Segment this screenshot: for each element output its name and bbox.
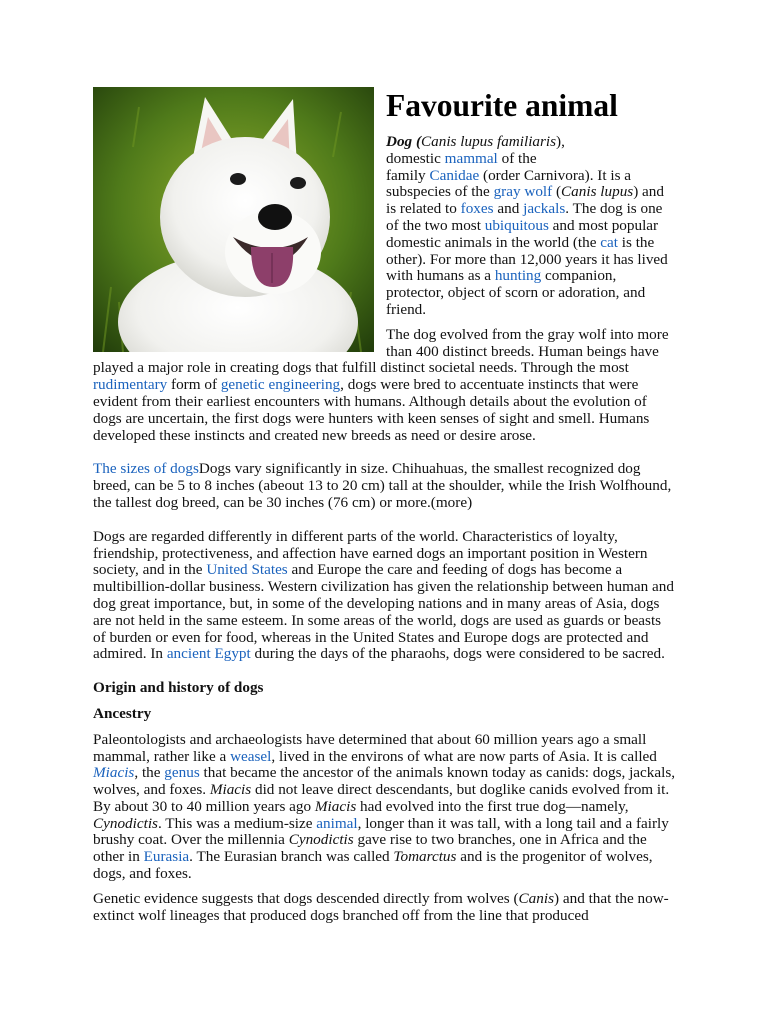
link-miacis[interactable]: Miacis bbox=[93, 764, 135, 782]
link-jackals[interactable]: jackals bbox=[523, 200, 566, 218]
regard-paragraph: Dogs are regarded differently in different parts of the world. Characteristics of loyalty, friendship, protectiveness, and affection have earned dogs an important position in Western society, and in the United States and Europe the care and feeding of dogs has become a multibillion-dollar business. Western civilization has given the relationship between human and dog great importance, but, in some of the developing nations and in many areas of Asia, dogs are not held in the same esteem. In some areas of the world, dogs are used as guards or beasts of burden or even for food, whereas in the United States and Europe dogs are protected and admired. In ancient Egypt during the days of the pharaohs, dogs were considered to be sacred. bbox=[93, 527, 674, 663]
evolution-paragraph: The dog evolved from the gray wolf into more than 400 distinct breeds. Human beings have played a major role in creating dogs that fulfill distinct societal needs. Through the most rudimentary form of genetic engineering, dogs were bred to accentuate instincts that were evident from their earliest encounters with humans. Although details about the evolution of dogs are uncertain, the first dogs were hunters with keen senses of sight and smell. Humans developed these instincts and created new breeds as need or desire arose. bbox=[93, 325, 669, 444]
link-gray-wolf[interactable]: gray wolf bbox=[493, 183, 553, 201]
heading-origin: Origin and history of dogs bbox=[93, 679, 264, 697]
link-cat[interactable]: cat bbox=[600, 233, 618, 251]
link-sizes-of-dogs[interactable]: The sizes of dogs bbox=[93, 460, 199, 478]
link-genus[interactable]: genus bbox=[164, 764, 200, 782]
link-weasel[interactable]: weasel bbox=[230, 747, 272, 765]
link-genetic-engineering[interactable]: genetic engineering bbox=[220, 376, 341, 394]
intro-paragraph: Dog (Canis lupus familiaris), domestic mammal of the family Canidae (order Carnivora). It is a subspecies of the gray wolf (Canis lupus) and is related to foxes and jackals. The dog is one of the two most ubiquitous and most popular domestic animals in the world (the cat is the other). For more than 12,000 years it has lived with humans as a hunting companion, protector, object of scorn or adoration, and friend. bbox=[386, 133, 668, 318]
dog-photo bbox=[93, 87, 374, 352]
page-title: Favourite animal bbox=[386, 88, 618, 123]
link-foxes[interactable]: foxes bbox=[460, 200, 494, 218]
ancestry-paragraph: Paleontologists and archaeologists have determined that about 60 million years ago a small mammal, rather like a weasel, lived in the environs of what are now parts of Asia. It is called Miacis, the genus that became the ancestor of the animals known today as canids: dogs, jackals, wolves, and foxes. Miacis did not leave direct descendants, but doglike canids evolved from it. By about 30 to 40 million years ago Miacis had evolved into the first true dog—namely, Cynodictis. This was a medium-size animal, longer than it was tall, with a long tail and a fairly brushy coat. Over the millennia Cynodictis gave rise to two branches, one in Africa and the other in Eurasia. The Eurasian branch was called Tomarctus and is the progenitor of wolves, dogs, and foxes. bbox=[93, 730, 676, 883]
link-eurasia[interactable]: Eurasia bbox=[143, 848, 190, 866]
sizes-paragraph: The sizes of dogsDogs vary significantly in size. Chihuahuas, the smallest recognized dog breed, can be 5 to 8 inches (abeout 13 to 20 cm) tall at the shoulder, while the Irish Wolfhound, the tallest dog breed, can be 30 inches (76 cm) or more.(more) bbox=[93, 460, 672, 511]
link-animal[interactable]: animal bbox=[316, 814, 358, 832]
article bbox=[93, 87, 677, 932]
heading-ancestry: Ancestry bbox=[93, 704, 152, 722]
link-ancient-egypt[interactable]: ancient Egypt bbox=[166, 645, 251, 663]
link-rudimentary[interactable]: rudimentary bbox=[93, 376, 168, 394]
link-ubiquitous[interactable]: ubiquitous bbox=[484, 216, 549, 234]
genetic-paragraph: Genetic evidence suggests that dogs descended directly from wolves (Canis) and that the now-extinct wolf lineages that produced dogs branched off from the line that produced bbox=[93, 889, 669, 924]
link-canidae[interactable]: Canidae bbox=[429, 166, 480, 184]
link-mammal[interactable]: mammal bbox=[444, 149, 498, 167]
link-hunting[interactable]: hunting bbox=[494, 267, 542, 285]
link-united-states[interactable]: United States bbox=[206, 561, 288, 579]
